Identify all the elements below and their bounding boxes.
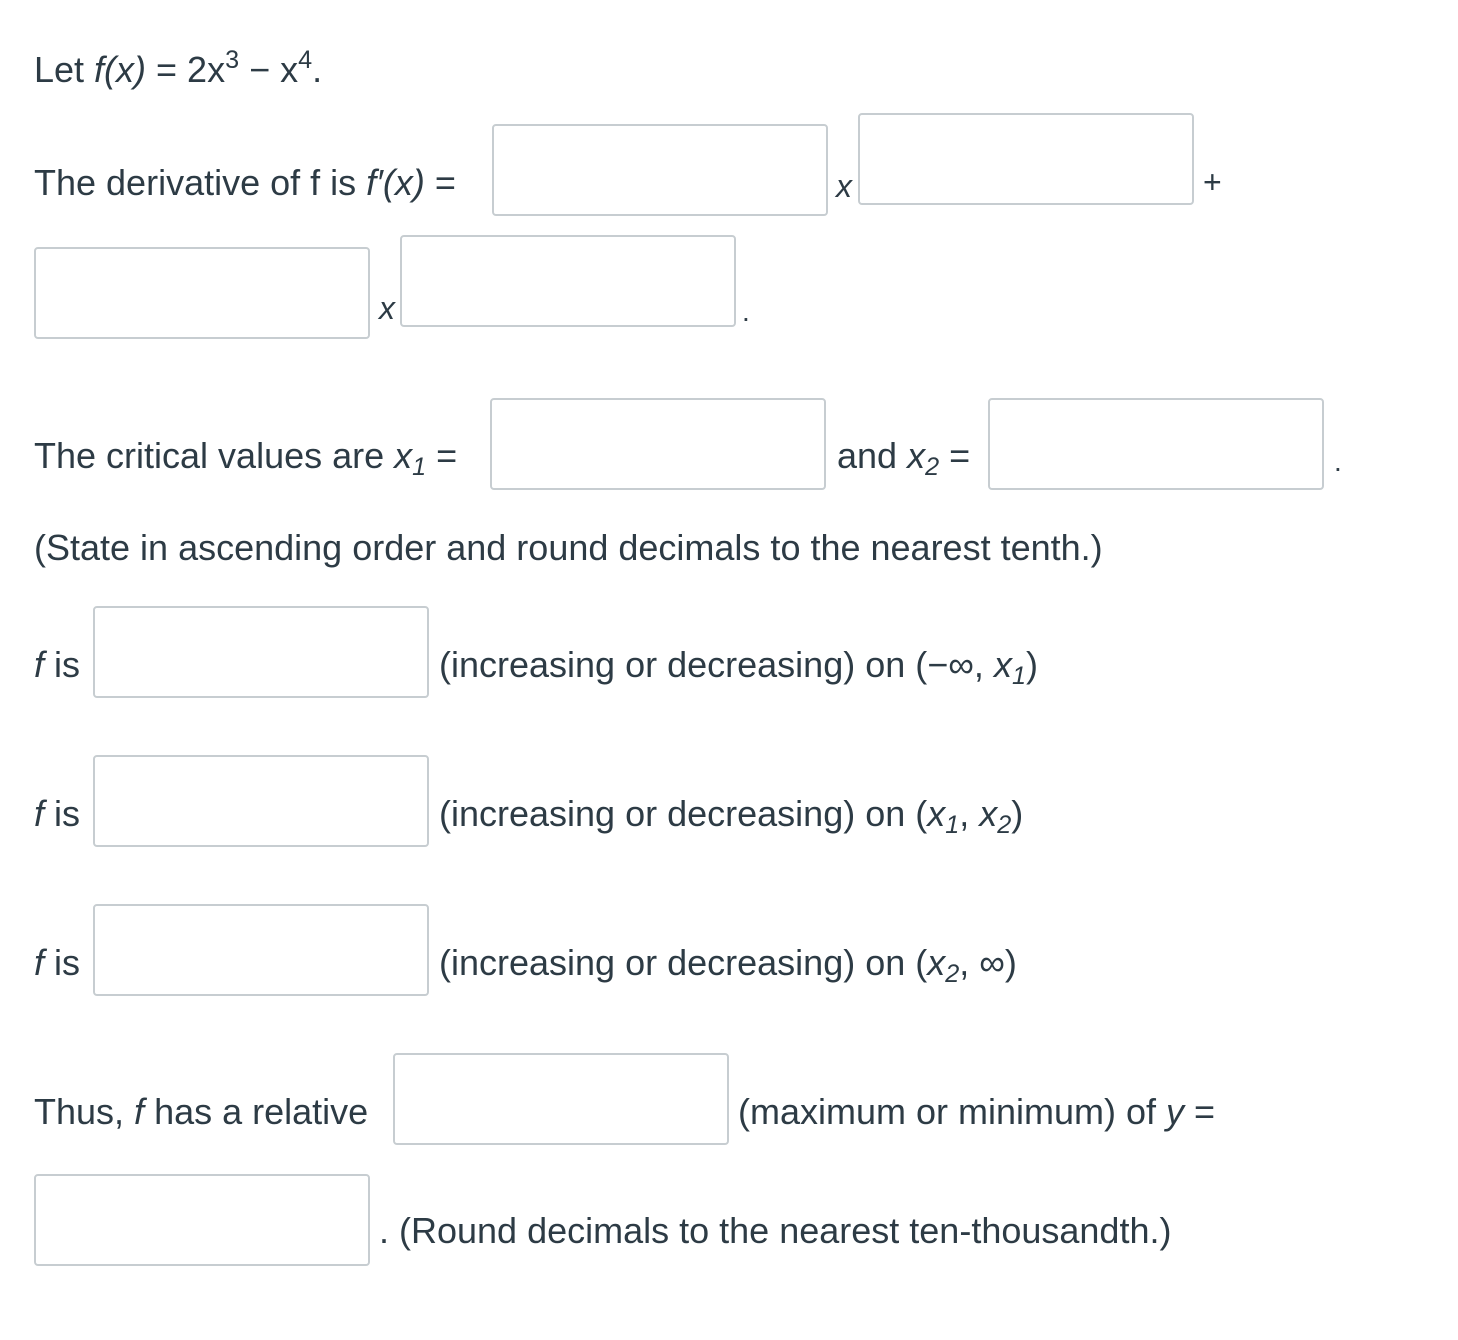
interval-3-x: x [927, 942, 946, 983]
interval-2-is: is [44, 793, 81, 834]
eq-text: = 2x [146, 48, 226, 90]
conclusion-maxmin-label [738, 1091, 1216, 1132]
fx-text: f(x) [94, 48, 147, 90]
conclusion-thus: Thus, [34, 1091, 135, 1132]
exponent-3: 3 [225, 46, 240, 74]
exponent-4: 4 [298, 46, 313, 74]
derivative-exponent-2-input[interactable] [400, 235, 736, 327]
interval-2-text: (increasing or decreasing) on ( [439, 793, 928, 834]
minus-text: − x [239, 48, 299, 90]
critical-and: and [837, 435, 908, 476]
plus-sign: + [1203, 164, 1222, 200]
critical-x2-label [837, 435, 971, 482]
interval-1-label [34, 644, 81, 685]
critical-eq2: = [939, 435, 971, 476]
derivative-exponent-1-input[interactable] [858, 113, 1194, 205]
interval-1-behavior-input[interactable] [93, 606, 429, 698]
derivative-period: . [742, 296, 750, 327]
critical-x2-sub: 2 [925, 453, 940, 482]
interval-2-behavior-input[interactable] [93, 755, 429, 847]
interval-2-subb: 2 [997, 811, 1012, 840]
interval-3-end: , ∞) [959, 942, 1017, 983]
interval-2-suba: 1 [945, 811, 960, 840]
critical-instruction: (State in ascending order and round decimals to the nearest tenth.) [34, 527, 1103, 568]
let-text: Let [34, 48, 95, 90]
critical-period: . [1334, 446, 1342, 477]
interval-2-comma: , [959, 793, 980, 834]
interval-1-f: f [34, 644, 45, 685]
critical-x1-var: x [394, 435, 413, 476]
interval-3-sub: 2 [945, 960, 960, 989]
interval-2-description [439, 793, 1024, 840]
function-definition [34, 48, 322, 88]
interval-2-xb: x [979, 793, 998, 834]
conclusion-maxmin: (maximum or minimum) of [738, 1091, 1167, 1132]
critical-prefix: The critical values are [34, 435, 395, 476]
interval-3-behavior-input[interactable] [93, 904, 429, 996]
derivative-x-2: x [379, 290, 395, 326]
interval-1-description [439, 644, 1038, 691]
interval-1-text: (increasing or decreasing) on (−∞, [439, 644, 994, 685]
interval-3-description [439, 942, 1017, 989]
interval-2-f: f [34, 793, 45, 834]
derivative-prefix: The derivative of f is [34, 162, 367, 203]
critical-x1-sub: 1 [412, 453, 427, 482]
conclusion-eq: = [1184, 1091, 1216, 1132]
y-value-input[interactable] [34, 1174, 370, 1266]
interval-1-sub: 1 [1011, 662, 1026, 691]
fprime-text: f′(x) [366, 162, 425, 203]
conclusion-has: has a relative [144, 1091, 369, 1132]
interval-3-text: (increasing or decreasing) on ( [439, 942, 928, 983]
interval-2-label [34, 793, 81, 834]
interval-3-is: is [44, 942, 81, 983]
interval-1-end: ) [1025, 644, 1038, 685]
interval-1-is: is [44, 644, 81, 685]
interval-1-x: x [993, 644, 1012, 685]
interval-3-label [34, 942, 81, 983]
interval-2-xa: x [927, 793, 946, 834]
critical-values-label [34, 435, 458, 482]
interval-3-f: f [34, 942, 45, 983]
critical-x2-input[interactable] [988, 398, 1324, 490]
conclusion-y: y [1166, 1091, 1185, 1132]
round-instruction: . (Round decimals to the nearest ten-thousandth.) [379, 1210, 1172, 1251]
interval-2-end: ) [1011, 793, 1024, 834]
period-text: . [312, 48, 323, 90]
critical-x2-var: x [907, 435, 926, 476]
derivative-coefficient-2-input[interactable] [34, 247, 370, 339]
derivative-x-1: x [836, 168, 852, 204]
derivative-eq: = [424, 162, 456, 203]
critical-eq1: = [426, 435, 458, 476]
critical-x1-input[interactable] [490, 398, 826, 490]
extremum-type-input[interactable] [393, 1053, 729, 1145]
derivative-label [34, 162, 456, 203]
conclusion-f: f [134, 1091, 145, 1132]
derivative-coefficient-1-input[interactable] [492, 124, 828, 216]
conclusion-label [34, 1091, 369, 1132]
